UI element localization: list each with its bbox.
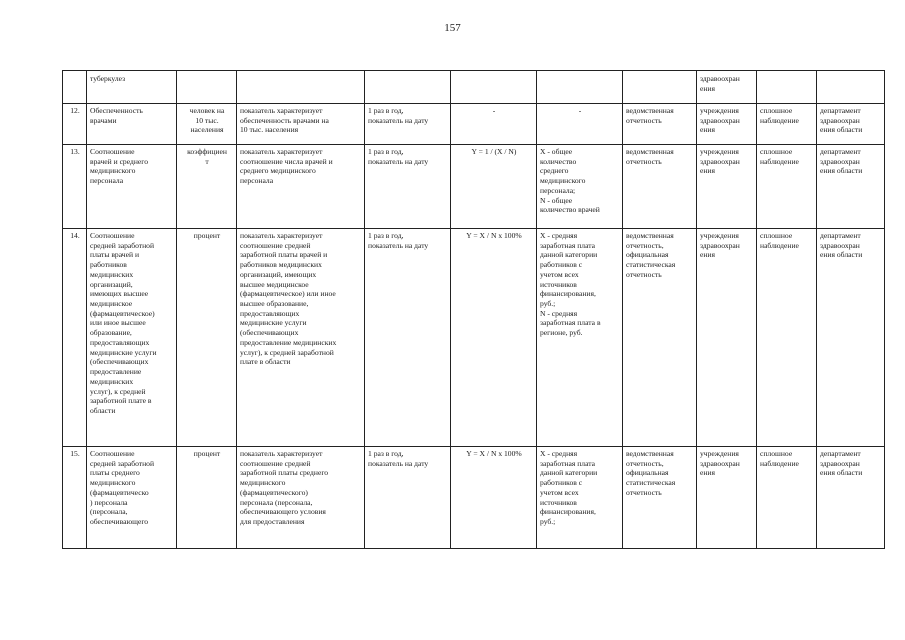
cell-formula: - bbox=[451, 104, 537, 145]
cell-variables: X - средняя заработная плата данной категории работников с учетом всех источников финансирования, руб.; N - средняя заработная плата в регионе, руб. bbox=[537, 229, 623, 447]
cell-periodicity: 1 раз в год, показатель на дату bbox=[365, 145, 451, 229]
cell-executor: учреждения здравоохран ения bbox=[697, 104, 757, 145]
cell-method: сплошное наблюдение bbox=[757, 145, 817, 229]
cell-num: 14. bbox=[63, 229, 87, 447]
cell-executor: учреждения здравоохран ения bbox=[697, 229, 757, 447]
table-row bbox=[63, 104, 885, 145]
cell-num: 13. bbox=[63, 145, 87, 229]
cell-method: сплошное наблюдение bbox=[757, 229, 817, 447]
table-row bbox=[63, 229, 885, 447]
cell-method: сплошное наблюдение bbox=[757, 104, 817, 145]
cell-periodicity: 1 раз в год, показатель на дату bbox=[365, 104, 451, 145]
cell-responsible bbox=[817, 71, 885, 104]
cell-source: ведомственная отчетность bbox=[623, 104, 697, 145]
cell-variables: X - средняя заработная плата данной категории работников с учетом всех источников финансирования, руб.; bbox=[537, 447, 623, 549]
cell-source: ведомственная отчетность, официальная статистическая отчетность bbox=[623, 229, 697, 447]
cell-unit: человек на 10 тыс. населения bbox=[177, 104, 237, 145]
cell-name: Соотношение средней заработной платы среднего медицинского (фармацевтическо ) персонала (персонала, обеспечивающего bbox=[87, 447, 177, 549]
cell-responsible: департамент здравоохран ения области bbox=[817, 447, 885, 549]
table-row bbox=[63, 145, 885, 229]
cell-executor: здравоохран ения bbox=[697, 71, 757, 104]
cell-variables bbox=[537, 71, 623, 104]
cell-unit: процент bbox=[177, 229, 237, 447]
cell-responsible: департамент здравоохран ения области bbox=[817, 145, 885, 229]
cell-variables: - bbox=[537, 104, 623, 145]
cell-variables: X - общее количество среднего медицинского персонала; N - общее количество врачей bbox=[537, 145, 623, 229]
cell-source bbox=[623, 71, 697, 104]
cell-description: показатель характеризует обеспеченность врачами на 10 тыс. населения bbox=[237, 104, 365, 145]
cell-unit bbox=[177, 71, 237, 104]
cell-responsible: департамент здравоохран ения области bbox=[817, 229, 885, 447]
table-row bbox=[63, 447, 885, 549]
cell-executor: учреждения здравоохран ения bbox=[697, 447, 757, 549]
table-row-continuation bbox=[63, 71, 885, 104]
cell-method: сплошное наблюдение bbox=[757, 447, 817, 549]
cell-name: Соотношение средней заработной платы врачей и работников медицинских организаций, имеющих высшее медицинское (фармацевтическое) или иное высшее образование, предоставляющих медицинские услуги (обеспечивающих предоставление медицинских услуг), к средней заработной плате в области bbox=[87, 229, 177, 447]
cell-formula bbox=[451, 71, 537, 104]
cell-name: Соотношение врачей и среднего медицинского персонала bbox=[87, 145, 177, 229]
cell-formula: Y = X / N x 100% bbox=[451, 447, 537, 549]
cell-name: туберкулез bbox=[87, 71, 177, 104]
cell-unit: процент bbox=[177, 447, 237, 549]
cell-description: показатель характеризует соотношение средней заработной платы среднего медицинского (фармацевтического) персонала (персонала, обеспечивающего условия для предоставления bbox=[237, 447, 365, 549]
cell-num: 15. bbox=[63, 447, 87, 549]
cell-periodicity: 1 раз в год, показатель на дату bbox=[365, 229, 451, 447]
cell-num bbox=[63, 71, 87, 104]
indicators-table bbox=[62, 70, 885, 549]
cell-name: Обеспеченность врачами bbox=[87, 104, 177, 145]
cell-executor: учреждения здравоохран ения bbox=[697, 145, 757, 229]
cell-formula: Y = 1 / (X / N) bbox=[451, 145, 537, 229]
cell-formula: Y = X / N x 100% bbox=[451, 229, 537, 447]
cell-num: 12. bbox=[63, 104, 87, 145]
cell-description: показатель характеризует соотношение средней заработной платы врачей и работников медицинских организаций, имеющих высшее медицинское (фармацевтическое) или иное высшее образование, предоставляющих медицинские услуги (обеспечивающих предоставление медицинских услуг), к средней заработной плате в области bbox=[237, 229, 365, 447]
cell-periodicity bbox=[365, 71, 451, 104]
cell-periodicity: 1 раз в год, показатель на дату bbox=[365, 447, 451, 549]
page-number: 157 bbox=[444, 22, 461, 34]
cell-description bbox=[237, 71, 365, 104]
cell-source: ведомственная отчетность, официальная статистическая отчетность bbox=[623, 447, 697, 549]
cell-method bbox=[757, 71, 817, 104]
cell-description: показатель характеризует соотношение числа врачей и среднего медицинского персонала bbox=[237, 145, 365, 229]
cell-source: ведомственная отчетность bbox=[623, 145, 697, 229]
cell-responsible: департамент здравоохран ения области bbox=[817, 104, 885, 145]
cell-unit: коэффициен т bbox=[177, 145, 237, 229]
